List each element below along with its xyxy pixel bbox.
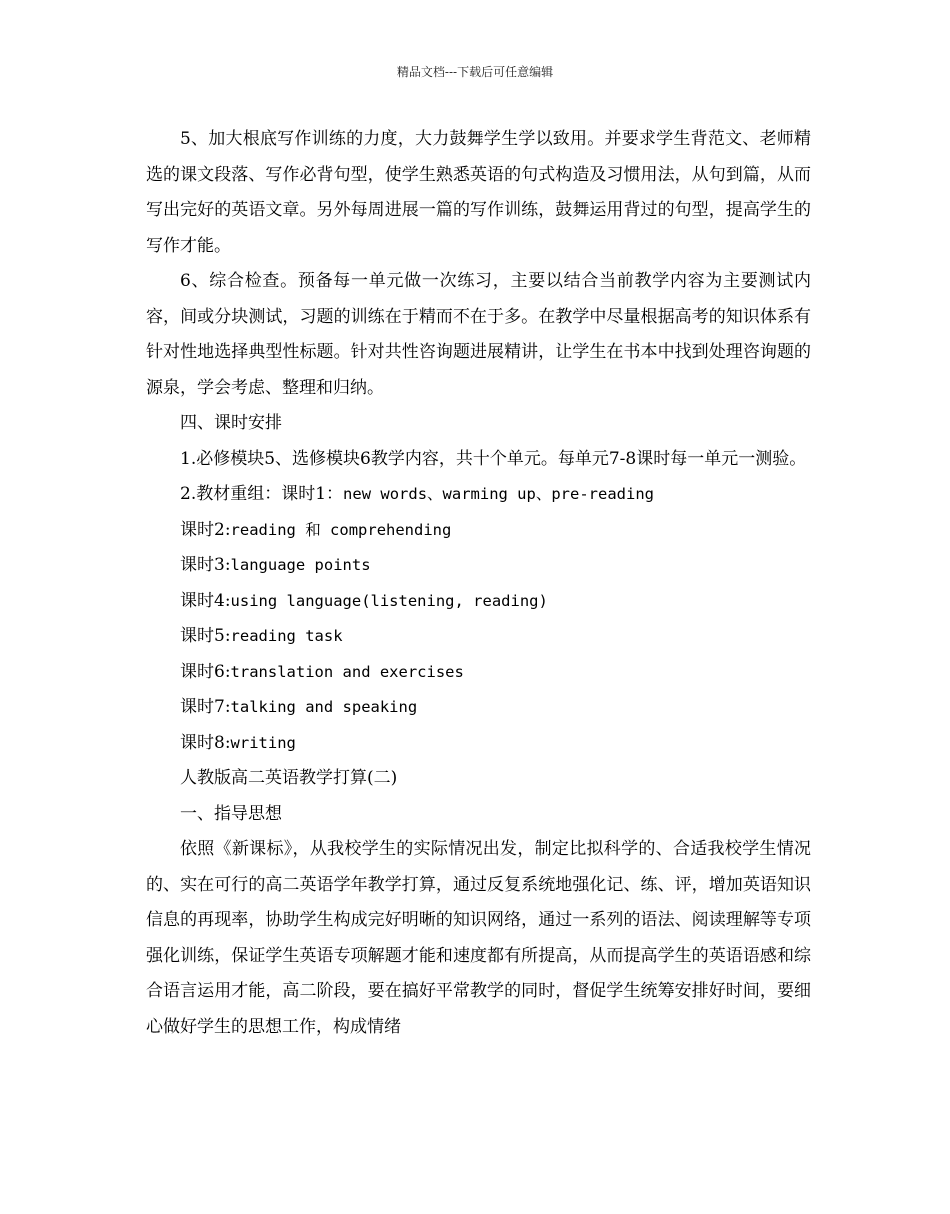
lesson-text: reading task [230,627,343,645]
paragraph-guiding-thought: 依照《新课标》，从我校学生的实际情况出发，制定比拟科学的、合适我校学生情况的、实在可行的高二英语学年教学打算，通过反复系统地强化记、练、评，增加英语知识信息的再现率，协助学生构成完好明晰的知识网络，通过一系列的语法、阅读理解等专项强化训练，保证学生英语专项解题才能和速度都有所提高，从而提高学生的英语语感和综合语言运用才能，高二阶段，要在搞好平常教学的同时，督促学生统筹安排好时间，要细心做好学生的思想工作，构成情绪 [146,839,811,1037]
list-item-modules: 1.必修模块5、选修模块6教学内容，共十个单元。每单元7-8课时每一单元一测验。 [180,448,807,469]
restructure-text: new words、warming up、pre-reading [343,485,655,503]
restructure-prefix: 2.教材重组：课时1： [180,484,344,504]
lesson-text: writing [230,733,296,752]
lesson-label: 课时2: [180,519,231,540]
list-item-restructure [146,477,811,513]
section-heading-guiding-thought: 一、指导思想 [180,803,282,824]
lesson-text: language points [230,556,371,574]
lesson-label: 课时6: [180,661,231,682]
lesson-line [146,726,811,762]
document-subtitle: 人教版高二英语教学打算(二) [180,768,398,788]
paragraph-writing-training: 5、加大根底写作训练的力度，大力鼓舞学生学以致用。并要求学生背范文、老师精选的课文段落、写作必背句型，使学生熟悉英语的句式构造及习惯用法，从句到篇，从而写出完好的英语文章。另外每周进展一篇的写作训练，鼓舞运用背过的句型，提高学生的写作才能。 [146,129,811,256]
lesson-text: translation and exercises [230,662,464,681]
lesson-text: talking and speaking [230,698,418,716]
lesson-text: reading 和 comprehending [230,520,452,539]
lesson-label: 课时8: [180,732,231,753]
lesson-label: 课时7: [180,697,231,717]
lesson-line [146,619,811,655]
lesson-line [146,690,811,726]
page-header: 精品文档---下载后可任意编辑 [396,65,554,79]
lesson-text: using language(listening, reading) [230,591,548,610]
lesson-line [146,548,811,584]
section-heading-schedule: 四、课时安排 [180,413,282,433]
paragraph-comprehensive-check: 6、综合检查。预备每一单元做一次练习，主要以结合当前教学内容为主要测试内容，间或分块测试，习题的训练在于精而不在于多。在教学中尽量根据高考的知识体系有针对性地选择典型性标题。针对共性咨询题进展精讲，让学生在书本中找到处理咨询题的源泉，学会考虑、整理和归纳。 [146,271,811,398]
lesson-line [146,655,811,691]
lesson-label: 课时5: [180,626,231,646]
lesson-line [146,513,811,549]
lesson-label: 课时3: [180,555,231,575]
lesson-line [146,584,811,620]
document-body [146,122,811,1045]
lesson-label: 课时4: [180,590,231,611]
